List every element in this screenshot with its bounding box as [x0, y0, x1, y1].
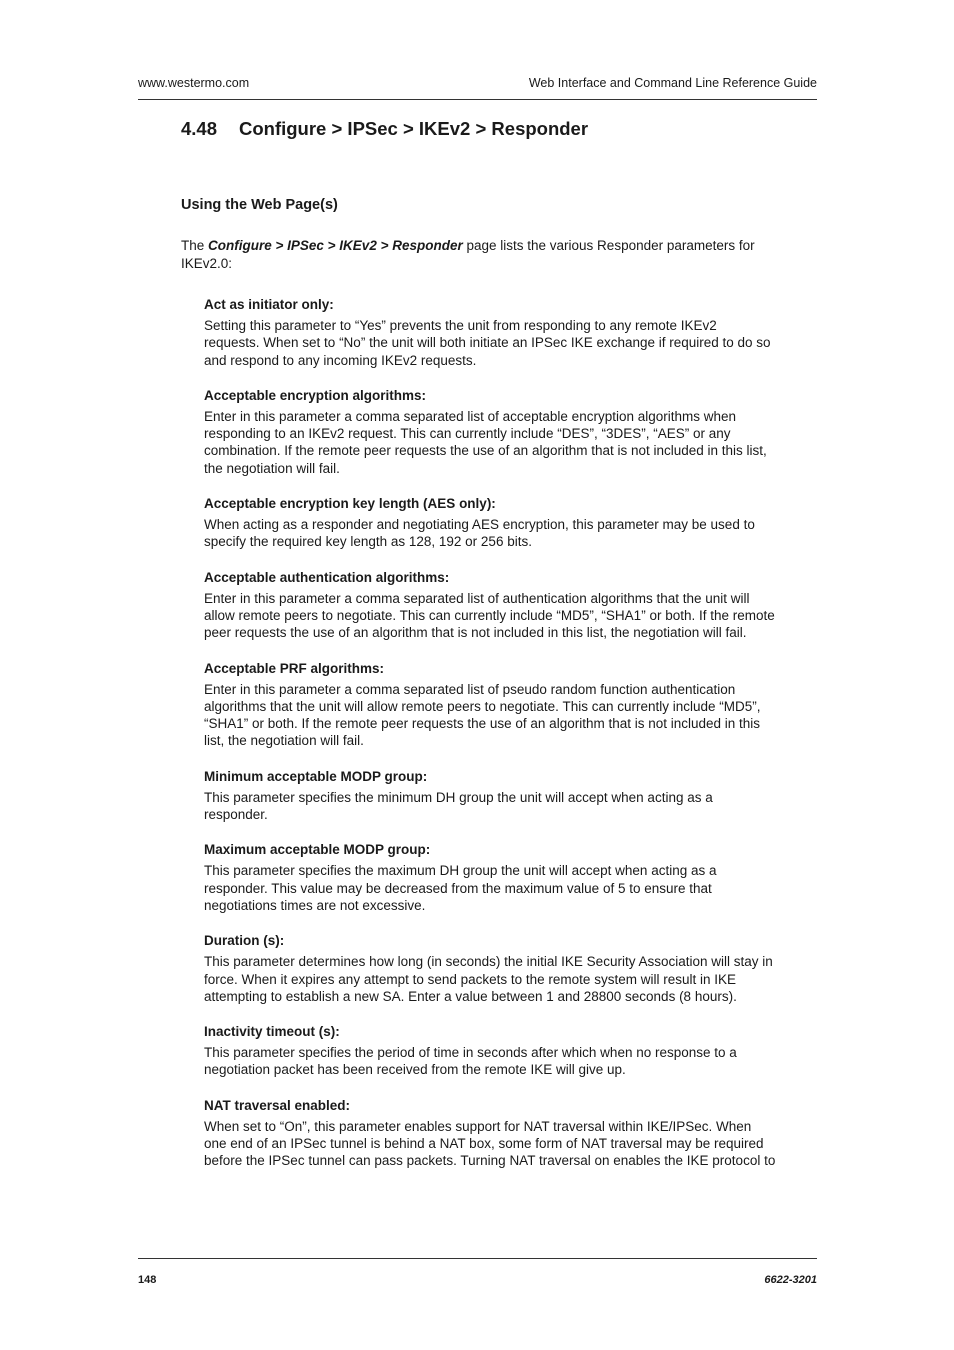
parameter-description: This parameter specifies the period of time in seconds after which when no response to a negotiation packet has been received from the remote IKE will give up. [204, 1045, 737, 1078]
parameter-name: Acceptable encryption algorithms: [204, 387, 427, 403]
parameter-list [204, 296, 776, 1188]
document-number: 6622-3201 [764, 1274, 817, 1286]
intro-paragraph [181, 237, 771, 272]
parameter-name: NAT traversal enabled: [204, 1097, 351, 1113]
intro-prefix: The [181, 238, 209, 253]
intro-suffix: page lists the various Responder parameters for IKEv2.0: [181, 238, 755, 271]
parameter-item [204, 660, 776, 750]
parameter-description: Enter in this parameter a comma separated list of authentication algorithms that the unit will allow remote peers to negotiate. This can currently include “MD5”, “SHA1” or both. If the remote peer requests the use of an algorithm that is not included in this list, the negotiation will fail. [204, 590, 775, 641]
parameter-description: When acting as a responder and negotiating AES encryption, this parameter may be used to specify the required key length as 128, 192 or 256 bits. [204, 517, 755, 550]
parameter-item [204, 932, 776, 1005]
subheading: Using the Web Page(s) [181, 197, 338, 213]
parameter-item [204, 569, 776, 642]
parameter-name: Acceptable PRF algorithms: [204, 660, 385, 676]
parameter-description: This parameter specifies the maximum DH group the unit will accept when acting as a responder. This value may be decreased from the maximum value of 5 to ensure that negotiations times are not excessive. [204, 863, 717, 913]
parameter-description: Enter in this parameter a comma separated list of acceptable encryption algorithms when responding to an IKEv2 request. This can currently include “DES”, “3DES”, “AES” or any combination. If the remote peer requests the use of an algorithm that is not included in this list, the negotiation will fail. [204, 408, 767, 476]
section-title [181, 118, 588, 140]
parameter-item [204, 387, 776, 477]
parameter-name: Duration (s): [204, 933, 285, 949]
page-number: 148 [138, 1274, 157, 1286]
parameter-item [204, 1097, 776, 1170]
parameter-name: Maximum acceptable MODP group: [204, 842, 431, 858]
parameter-description: This parameter determines how long (in seconds) the initial IKE Security Association will stay in force. When it expires any attempt to send packets to the remote system will result in IKE attempting to establish a new SA. Enter a value between 1 and 28800 seconds (8 hours). [204, 954, 773, 1004]
parameter-description: Setting this parameter to “Yes” prevents the unit from responding to any remote IKEv2 requests. When set to “No” the unit will both initiate an IPSec IKE exchange if required to do so and respond to any incoming IKEv2 requests. [204, 318, 771, 368]
section-number: 4.48 [181, 118, 218, 139]
parameter-description: This parameter specifies the minimum DH group the unit will accept when acting as a responder. [204, 789, 713, 823]
parameter-name: Minimum acceptable MODP group: [204, 768, 428, 784]
parameter-description: Enter in this parameter a comma separated list of pseudo random function authentication algorithms that the unit will allow remote peers to negotiate. This can currently include “MD5”, “SHA1” or both. If the remote peer requests the use of an algorithm that is not included in this list, the negotiation will fail. [204, 681, 761, 749]
parameter-item [204, 495, 776, 551]
parameter-item [204, 1023, 776, 1079]
parameter-name: Inactivity timeout (s): [204, 1024, 340, 1040]
section-heading: Configure > IPSec > IKEv2 > Responder [239, 118, 589, 139]
intro-path: Configure > IPSec > IKEv2 > Responder [208, 238, 463, 253]
parameter-item [204, 768, 776, 824]
parameter-description: When set to “On”, this parameter enables support for NAT traversal within IKE/IPSec. When one end of an IPSec tunnel is behind a NAT box, some form of NAT traversal may be required before the IPSec tunnel can pass packets. Turning NAT traversal on enables the IKE protocol to [204, 1118, 776, 1169]
website-url: www.westermo.com [138, 76, 250, 90]
header-divider [138, 99, 817, 100]
parameter-name: Acceptable encryption key length (AES only): [204, 496, 496, 512]
parameter-name: Acceptable authentication algorithms: [204, 569, 450, 585]
parameter-name: Act as initiator only: [204, 297, 334, 312]
parameter-item [204, 296, 776, 369]
parameter-item [204, 841, 776, 914]
guide-title: Web Interface and Command Line Reference Guide [528, 76, 817, 90]
footer-divider [138, 1258, 817, 1259]
